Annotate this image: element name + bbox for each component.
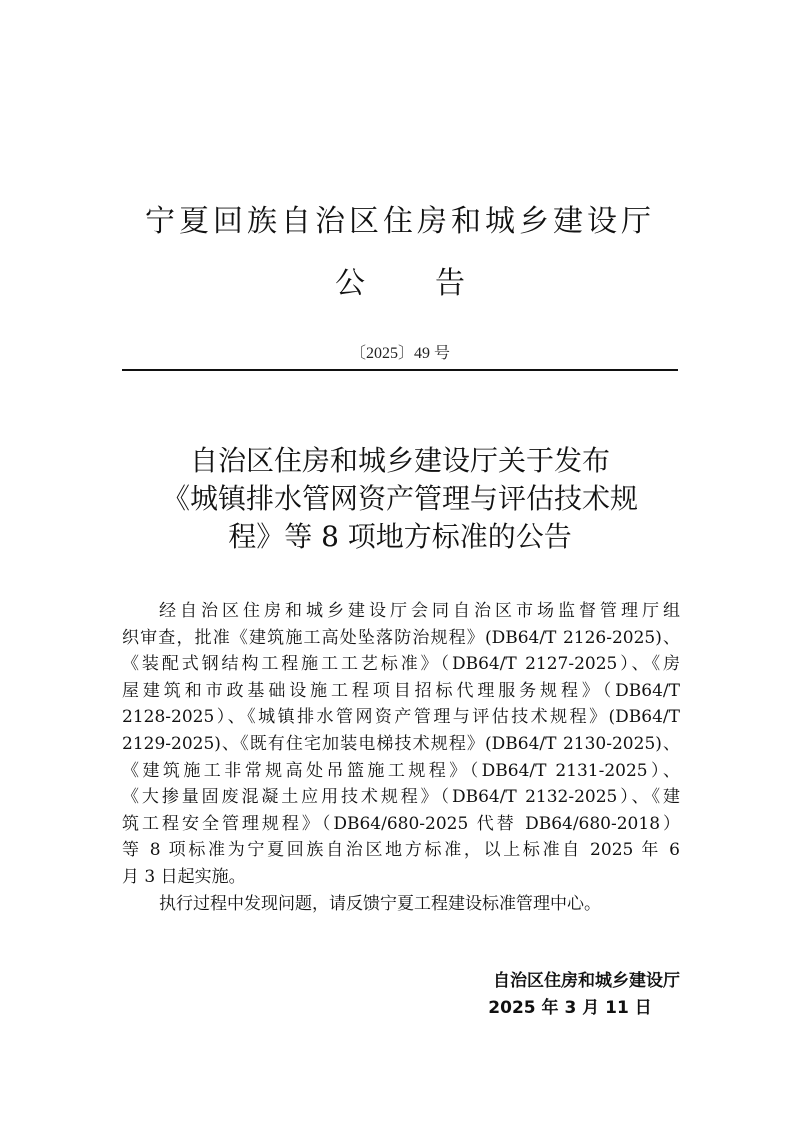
header-divider	[122, 369, 678, 371]
doc-type-char-1: 公	[335, 266, 365, 301]
announcement-body	[122, 598, 680, 917]
body-paragraph-2	[122, 891, 680, 918]
announcement-headline	[120, 442, 680, 556]
headline-line: 自治区住房和城乡建设厅关于发布	[189, 444, 610, 477]
body-line: 《大掺量固废混凝土应用技术规程》（DB64/T 2132-2025）、《建	[122, 787, 680, 808]
body-line: 2128-2025）、《城镇排水管网资产管理与评估技术规程》(DB64/T	[122, 707, 680, 728]
body-line: 执行过程中发现问题，请反馈宁夏工程建设标准管理中心。	[159, 893, 601, 914]
body-line: 织审查，批准《建筑施工高处坠落防治规程》(DB64/T 2126-2025)、	[122, 627, 680, 648]
body-line: 屋建筑和市政基础设施工程项目招标代理服务规程》（DB64/T	[122, 680, 680, 701]
issuer-name: 自治区住房和城乡建设厅	[493, 971, 680, 991]
doc-type-char-2: 告	[435, 266, 465, 301]
body-line: 月 3 日起实施。	[122, 866, 246, 887]
document-type-heading	[0, 258, 800, 302]
issuing-organization-title: 宁夏回族自治区住房和城乡建设厅	[145, 204, 655, 239]
body-line: 《建筑施工非常规高处吊篮施工规程》（DB64/T 2131-2025）、	[122, 760, 680, 781]
signature-block	[440, 968, 680, 1022]
issue-date: 2025 年 3 月 11 日	[488, 998, 652, 1018]
body-line: 《装配式钢结构工程施工工艺标准》（DB64/T 2127-2025）、《房	[122, 654, 680, 675]
headline-line: 《城镇排水管网资产管理与评估技术规	[161, 482, 638, 515]
body-line: 等 8 项标准为宁夏回族自治区地方标准，以上标准自 2025 年 6	[122, 840, 680, 861]
body-line: 2129-2025)、《既有住宅加装电梯技术规程》(DB64/T 2130-2025)、	[122, 733, 680, 754]
headline-line: 程》等 8 项地方标准的公告	[228, 520, 572, 553]
body-line: 筑工程安全管理规程》（DB64/680-2025 代替 DB64/680-2018）	[122, 813, 680, 834]
body-line: 经自治区住房和城乡建设厅会同自治区市场监督管理厅组	[159, 601, 680, 621]
body-paragraph-1	[122, 598, 680, 891]
document-number: 〔2025〕49 号	[349, 345, 450, 362]
